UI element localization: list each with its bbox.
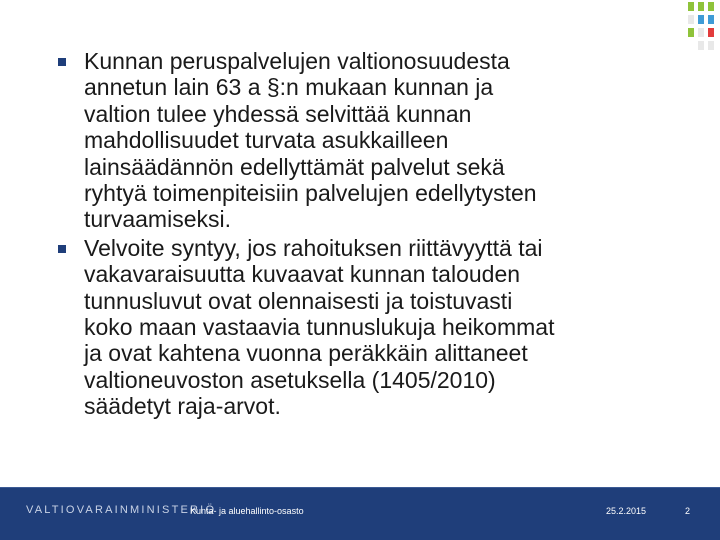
bullet-line: mahdollisuudet turvata asukkailleen — [84, 127, 449, 154]
bullet-line: vakavaraisuutta kuvaavat kunnan talouden — [84, 261, 521, 288]
bullet-line: valtion tulee yhdessä selvittää kunnan — [84, 100, 472, 127]
footer-date: 25.2.2015 — [606, 506, 647, 516]
bullet-line: Kunnan peruspalvelujen valtionosuudesta — [84, 48, 510, 74]
bullet-line: ja ovat kahtena vuonna peräkkäin alittaneet — [84, 340, 528, 367]
ministry-logo-icon — [680, 0, 720, 56]
footer-department: Kunta- ja aluehallinto-osasto — [190, 506, 304, 516]
square-bullet-icon — [58, 245, 66, 253]
bullet-line: Velvoite syntyy, jos rahoituksen riittävyyttä tai — [84, 234, 543, 261]
bullet-item-2 — [56, 235, 676, 420]
bullet-line: annetun lain 63 a §:n mukaan kunnan ja — [84, 74, 494, 101]
bullet-item-1 — [56, 48, 676, 233]
bullet-line: turvaamiseksi. — [84, 206, 231, 233]
slide-footer — [0, 487, 720, 540]
bullet-line: valtioneuvoston asetuksella (1405/2010) — [84, 366, 496, 393]
slide-body — [56, 48, 676, 422]
footer-divider — [0, 487, 720, 488]
bullet-line: säädetyt raja-arvot. — [84, 393, 281, 420]
square-bullet-icon — [58, 58, 66, 66]
bullet-line: tunnusluvut ovat olennaisesti ja toistuvasti — [84, 287, 513, 314]
footer-ministry-name: VALTIOVARAINMINISTERIÖ — [26, 504, 217, 516]
bullet-list — [56, 48, 676, 420]
bullet-line: koko maan vastaavia tunnuslukuja heikommat — [84, 314, 555, 341]
bullet-line: lainsäädännön edellyttämät palvelut sekä — [84, 153, 505, 180]
footer-page-number: 2 — [685, 506, 691, 516]
bullet-line: ryhtyä toimenpiteisiin palvelujen edellytysten — [84, 180, 537, 207]
